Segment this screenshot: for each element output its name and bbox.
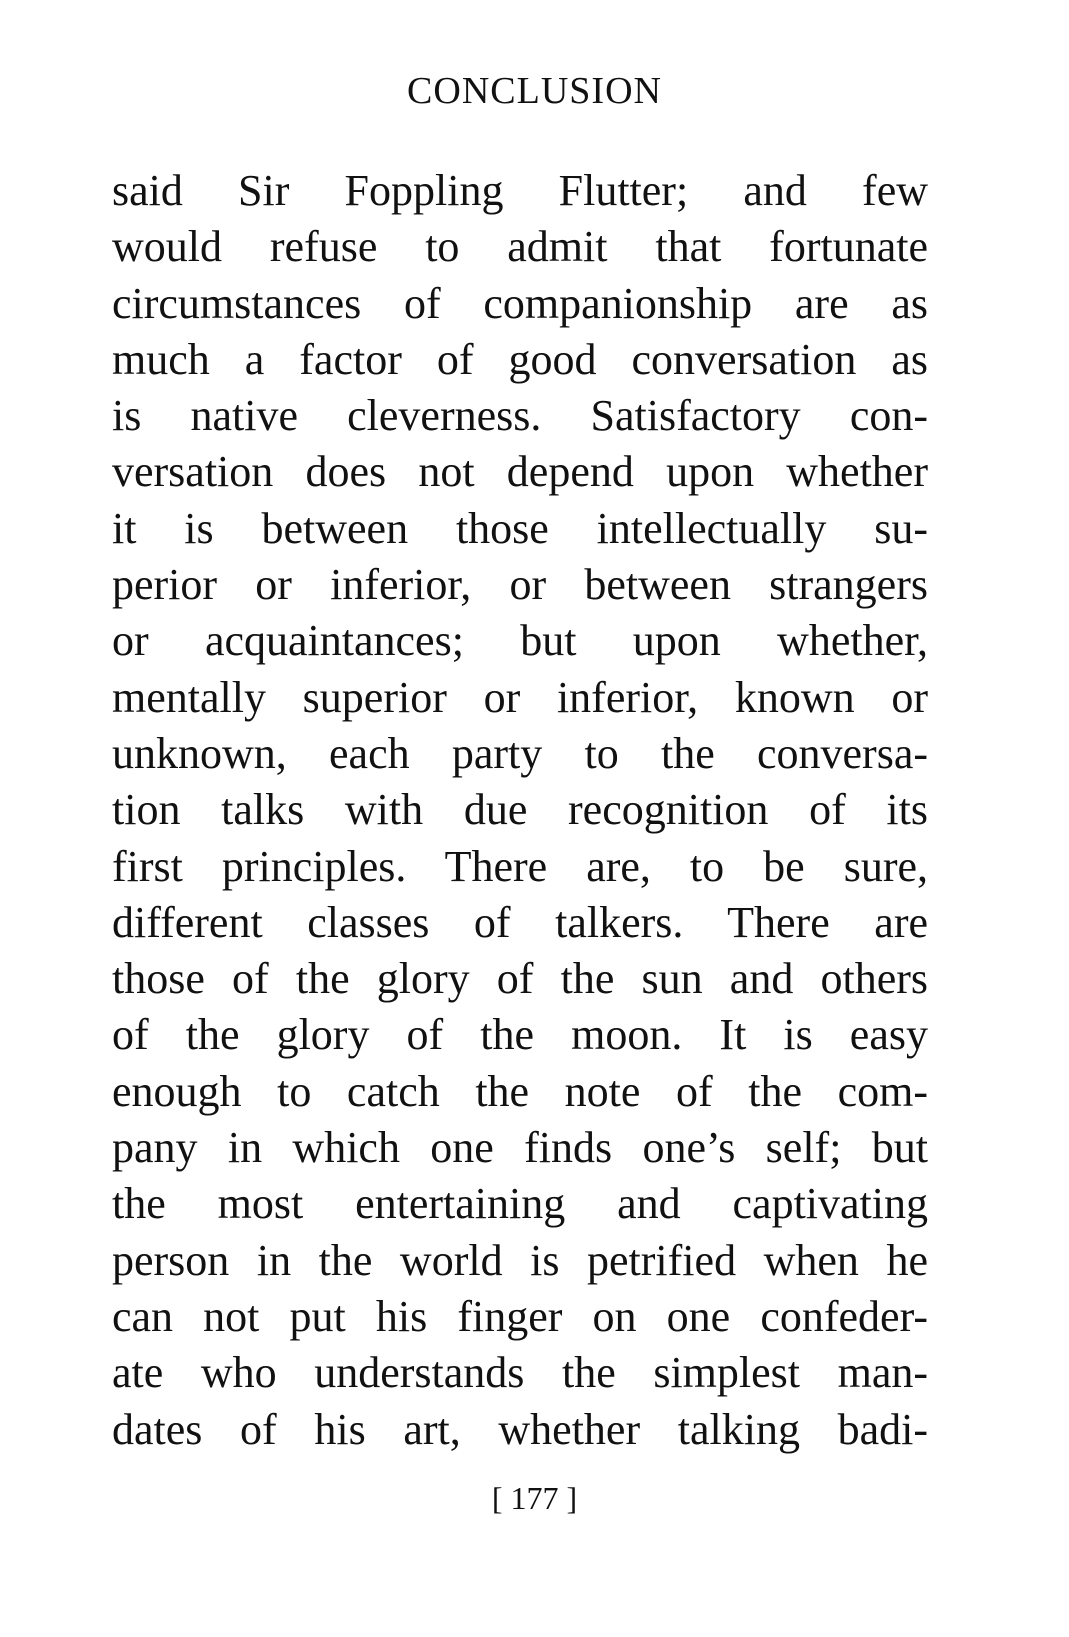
body-text — [112, 163, 928, 1458]
text-line: the most entertaining and captivating — [112, 1179, 928, 1229]
text-line: versation does not depend upon whether — [112, 447, 928, 497]
text-line: those of the glory of the sun and others — [112, 954, 928, 1004]
page-number: [ 177 ] — [491, 1480, 578, 1516]
text-line: much a factor of good conversation as — [112, 334, 928, 384]
text-line: said Sir Foppling Flutter; and few — [112, 166, 928, 215]
running-head: CONCLUSION — [407, 70, 662, 112]
text-line: can not put his finger on one confeder- — [112, 1291, 928, 1341]
text-line: mentally superior or inferior, known or — [112, 672, 928, 722]
text-line: different classes of talkers. There are — [112, 897, 928, 947]
text-line: circumstances of companionship are as — [112, 278, 928, 328]
text-line: or acquaintances; but upon whether, — [112, 616, 928, 666]
text-line: ate who understands the simplest man- — [112, 1348, 928, 1398]
text-line: would refuse to admit that fortunate — [112, 222, 928, 272]
text-line: dates of his art, whether talking badi- — [112, 1404, 928, 1454]
text-line: is native cleverness. Satisfactory con- — [112, 391, 928, 441]
text-line: unknown, each party to the conversa- — [112, 728, 928, 778]
text-line: pany in which one finds one’s self; but — [112, 1123, 928, 1173]
text-line: of the glory of the moon. It is easy — [112, 1010, 928, 1060]
text-line: person in the world is petrified when he — [112, 1235, 928, 1285]
text-line: enough to catch the note of the com- — [112, 1066, 928, 1116]
text-line: first principles. There are, to be sure, — [112, 841, 928, 891]
text-line: tion talks with due recognition of its — [112, 785, 928, 835]
text-line: perior or inferior, or between strangers — [112, 560, 928, 610]
text-line: it is between those intellectually su- — [112, 503, 928, 553]
